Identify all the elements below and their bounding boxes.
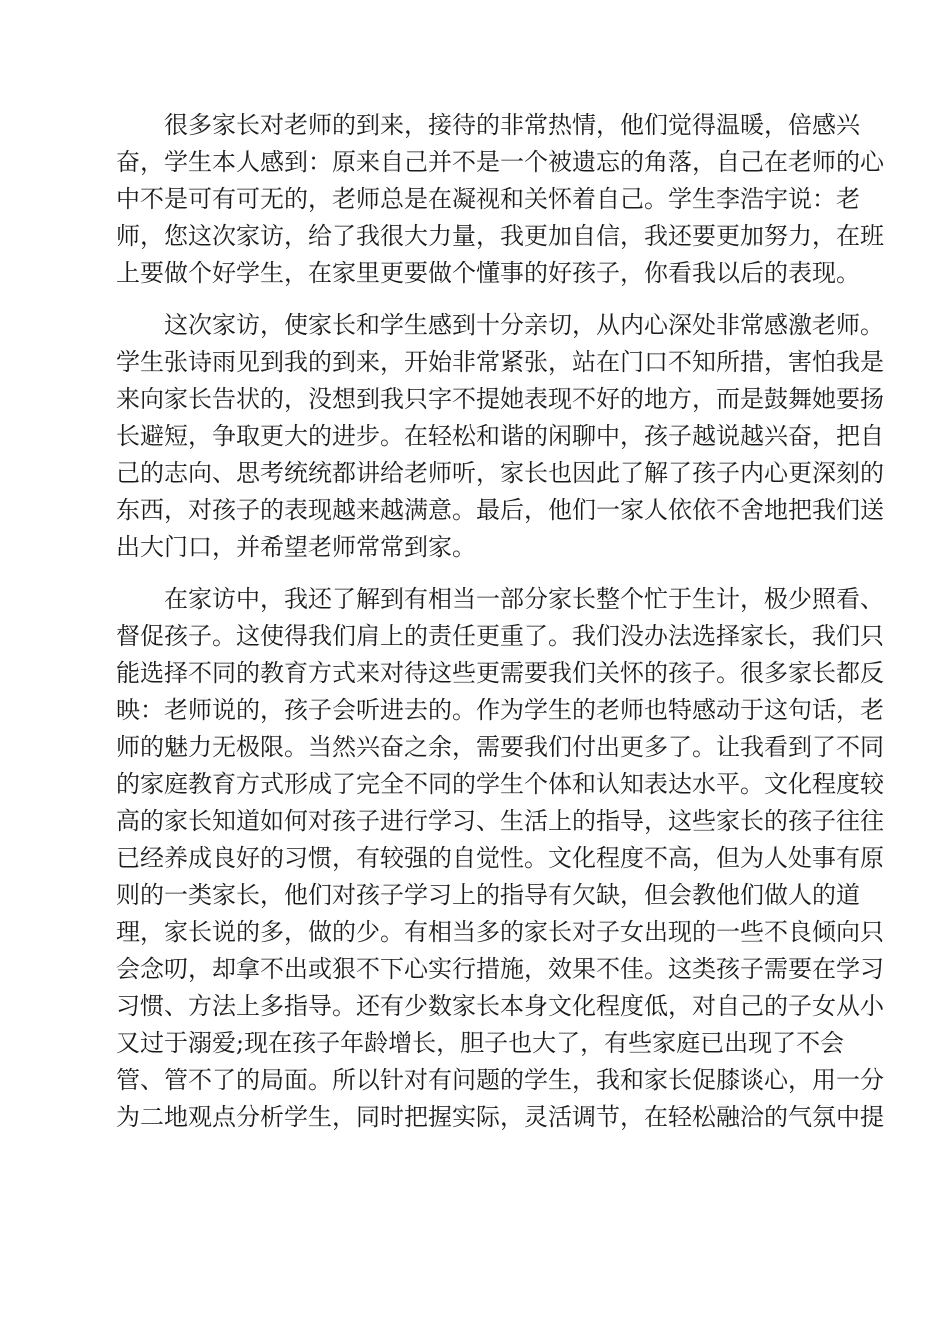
paragraph-2 — [116, 307, 884, 566]
text-line: 已经养成良好的习惯，有较强的自觉性。文化程度不高，但为人处事有原 — [116, 844, 884, 872]
text-line: 很多家长对老师的到来，接待的非常热情，他们觉得温暖，倍感兴 — [164, 111, 860, 139]
text-line: 习惯、方法上多指导。还有少数家长本身文化程度低，对自己的子女从小 — [116, 992, 884, 1020]
text-line: 督促孩子。这使得我们肩上的责任更重了。我们没办法选择家长，我们只 — [116, 622, 884, 650]
text-line: 会念叨，却拿不出或狠不下心实行措施，效果不佳。这类孩子需要在学习 — [116, 955, 884, 983]
paragraph-gap — [116, 566, 836, 581]
text-line: 理，家长说的多，做的少。有相当多的家长对子女出现的一些不良倾向只 — [116, 918, 884, 946]
text-line: 学生张诗雨见到我的到来，开始非常紧张，站在门口不知所措，害怕我是 — [116, 348, 884, 376]
document-page — [116, 107, 884, 1136]
paragraph-gap — [116, 292, 836, 307]
paragraph-3 — [116, 581, 884, 1136]
text-line: 己的志向、思考统统都讲给老师听，家长也因此了解了孩子内心更深刻的 — [116, 459, 884, 487]
text-line: 为二地观点分析学生，同时把握实际，灵活调节，在轻松融洽的气氛中提 — [116, 1103, 884, 1131]
text-line: 能选择不同的教育方式来对待这些更需要我们关怀的孩子。很多家长都反 — [116, 659, 884, 687]
text-line: 东西，对孩子的表现越来越满意。最后，他们一家人依依不舍地把我们送 — [116, 496, 884, 524]
text-line: 又过于溺爱;现在孩子年龄增长，胆子也大了，有些家庭已出现了不会 — [116, 1029, 845, 1057]
text-line: 中不是可有可无的，老师总是在凝视和关怀着自己。学生李浩宇说：老 — [116, 185, 860, 213]
text-line: 的家庭教育方式形成了完全不同的学生个体和认知表达水平。文化程度较 — [116, 770, 884, 798]
text-line: 长避短，争取更大的进步。在轻松和谐的闲聊中，孩子越说越兴奋，把自 — [116, 422, 884, 450]
text-line: 这次家访，使家长和学生感到十分亲切，从内心深处非常感激老师。 — [164, 311, 884, 339]
text-line: 来向家长告状的，没想到我只字不提她表现不好的地方，而是鼓舞她要扬 — [116, 385, 884, 413]
text-line: 在家访中，我还了解到有相当一部分家长整个忙于生计，极少照看、 — [164, 585, 884, 613]
text-line: 则的一类家长，他们对孩子学习上的指导有欠缺，但会教他们做人的道 — [116, 881, 860, 909]
text-line: 出大门口，并希望老师常常到家。 — [116, 533, 476, 561]
text-line: 师，您这次家访，给了我很大力量，我更加自信，我还要更加努力，在班 — [116, 222, 884, 250]
text-line: 映：老师说的，孩子会听进去的。作为学生的老师也特感动于这句话，老 — [116, 696, 884, 724]
text-line: 师的魅力无极限。当然兴奋之余，需要我们付出更多了。让我看到了不同 — [116, 733, 884, 761]
paragraph-1 — [116, 107, 884, 292]
text-line: 上要做个好学生，在家里更要做个懂事的好孩子，你看我以后的表现。 — [116, 259, 860, 287]
text-line: 高的家长知道如何对孩子进行学习、生活上的指导，这些家长的孩子往往 — [116, 807, 884, 835]
text-line: 奋，学生本人感到：原来自己并不是一个被遗忘的角落，自己在老师的心 — [116, 148, 884, 176]
text-line: 管、管不了的局面。所以针对有问题的学生，我和家长促膝谈心，用一分 — [116, 1066, 884, 1094]
